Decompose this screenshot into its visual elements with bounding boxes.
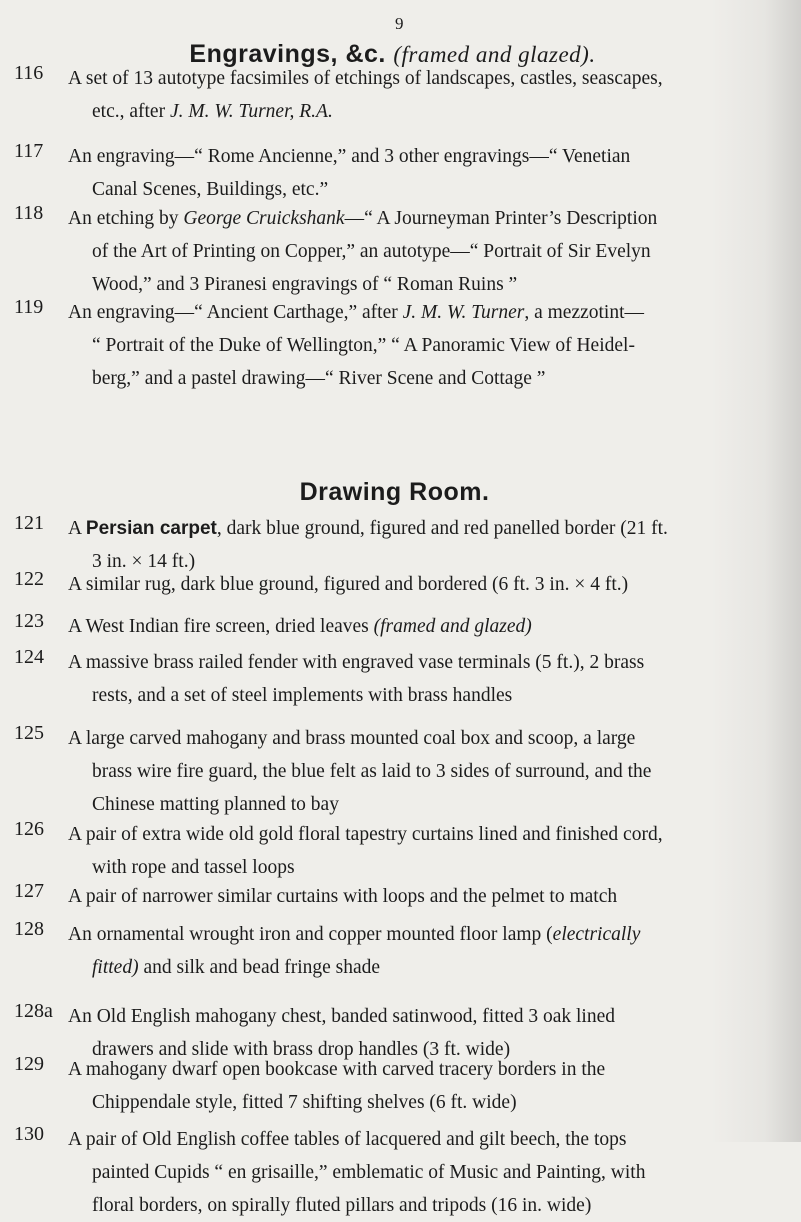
lot-description-line: An engraving—“ Rome Ancienne,” and 3 other engravings—“ Venetian: [68, 146, 631, 167]
lot-number: 122: [14, 568, 44, 590]
section-title: Engravings, &c.: [189, 40, 386, 68]
lot-description: [68, 140, 768, 206]
lot-description: [68, 62, 768, 128]
lot-description-line: An ornamental wrought iron and copper mounted floor lamp (electrically: [68, 924, 641, 945]
lot-description: [68, 296, 768, 395]
section-heading-drawing-room: Drawing Room.: [299, 478, 490, 506]
lot-number: 117: [14, 140, 44, 162]
lot-number: 124: [14, 646, 44, 668]
lot-description-line: drawers and slide with brass drop handles (3 ft. wide): [92, 1039, 511, 1060]
lot-description-line: floral borders, on spirally fluted pillars and tripods (16 in. wide): [92, 1195, 592, 1216]
lot-description: [68, 646, 768, 712]
lot-description-line: A Persian carpet, dark blue ground, figured and red panelled border (21 ft.: [68, 518, 668, 539]
lot-number: 116: [14, 62, 44, 84]
lot-number: 128: [14, 918, 44, 940]
lot-description-line: A pair of narrower similar curtains with loops and the pelmet to match: [68, 886, 618, 907]
lot-description-line: An Old English mahogany chest, banded satinwood, fitted 3 oak lined: [68, 1006, 615, 1027]
lot-description-line: etc., after J. M. W. Turner, R.A.: [92, 101, 333, 122]
lot-description-line: berg,” and a pastel drawing—“ River Scene and Cottage ”: [92, 368, 546, 389]
lot-description-line: A pair of extra wide old gold floral tapestry curtains lined and finished cord,: [68, 824, 663, 845]
lot-number: 123: [14, 610, 44, 632]
lot-description: [68, 568, 768, 601]
lot-number: 126: [14, 818, 44, 840]
lot-description-line: A large carved mahogany and brass mounted coal box and scoop, a large: [68, 728, 636, 749]
lot-description-line: with rope and tassel loops: [92, 857, 295, 878]
lot-description: [68, 1123, 768, 1222]
lot-description-line: fitted) and silk and bead fringe shade: [92, 957, 381, 978]
lot-description-line: A West Indian fire screen, dried leaves (framed and glazed): [68, 616, 532, 637]
lot-description-line: Canal Scenes, Buildings, etc.”: [92, 179, 329, 200]
lot-description-line: A set of 13 autotype facsimiles of etchings of landscapes, castles, seascapes,: [68, 68, 663, 89]
lot-description-line: Chippendale style, fitted 7 shifting shelves (6 ft. wide): [92, 1092, 517, 1113]
lot-description: [68, 818, 768, 884]
lot-description-line: A similar rug, dark blue ground, figured and bordered (6 ft. 3 in. × 4 ft.): [68, 574, 629, 595]
lot-description-line: Chinese matting planned to bay: [92, 794, 339, 815]
lot-description: [68, 918, 768, 984]
lot-description: [68, 880, 768, 913]
lot-description-line: An engraving—“ Ancient Carthage,” after J. M. W. Turner, a mezzotint—: [68, 302, 645, 323]
lot-number: 121: [14, 512, 44, 534]
lot-description-line: A massive brass railed fender with engraved vase terminals (5 ft.), 2 brass: [68, 652, 645, 673]
lot-number: 129: [14, 1053, 44, 1075]
lot-number: 128a: [14, 1000, 53, 1022]
lot-number: 125: [14, 722, 44, 744]
lot-description-line: A mahogany dwarf open bookcase with carved tracery borders in the: [68, 1059, 606, 1080]
lot-description-line: Wood,” and 3 Piranesi engravings of “ Roman Ruins ”: [92, 274, 518, 295]
lot-description: [68, 1053, 768, 1119]
lot-description-line: brass wire fire guard, the blue felt as laid to 3 sides of surround, and the: [92, 761, 652, 782]
lot-description: [68, 610, 768, 643]
lot-description-line: “ Portrait of the Duke of Wellington,” “ A Panoramic View of Heidel-: [92, 335, 635, 356]
page-number: 9: [395, 14, 404, 33]
lot-description: [68, 202, 768, 301]
lot-number: 127: [14, 880, 44, 902]
lot-number: 118: [14, 202, 44, 224]
lot-description-line: A pair of Old English coffee tables of lacquered and gilt beech, the tops: [68, 1129, 627, 1150]
lot-description-line: 3 in. × 14 ft.): [92, 551, 196, 572]
lot-description-line: of the Art of Printing on Copper,” an autotype—“ Portrait of Sir Evelyn: [92, 241, 651, 262]
lot-description-line: painted Cupids “ en grisaille,” emblematic of Music and Painting, with: [92, 1162, 646, 1183]
lot-description-line: rests, and a set of steel implements with brass handles: [92, 685, 513, 706]
lot-number: 130: [14, 1123, 44, 1145]
lot-description: [68, 722, 768, 821]
lot-number: 119: [14, 296, 44, 318]
section-subtitle: (framed and glazed).: [393, 42, 596, 67]
lot-description-line: An etching by George Cruickshank—“ A Journeyman Printer’s Description: [68, 208, 658, 229]
